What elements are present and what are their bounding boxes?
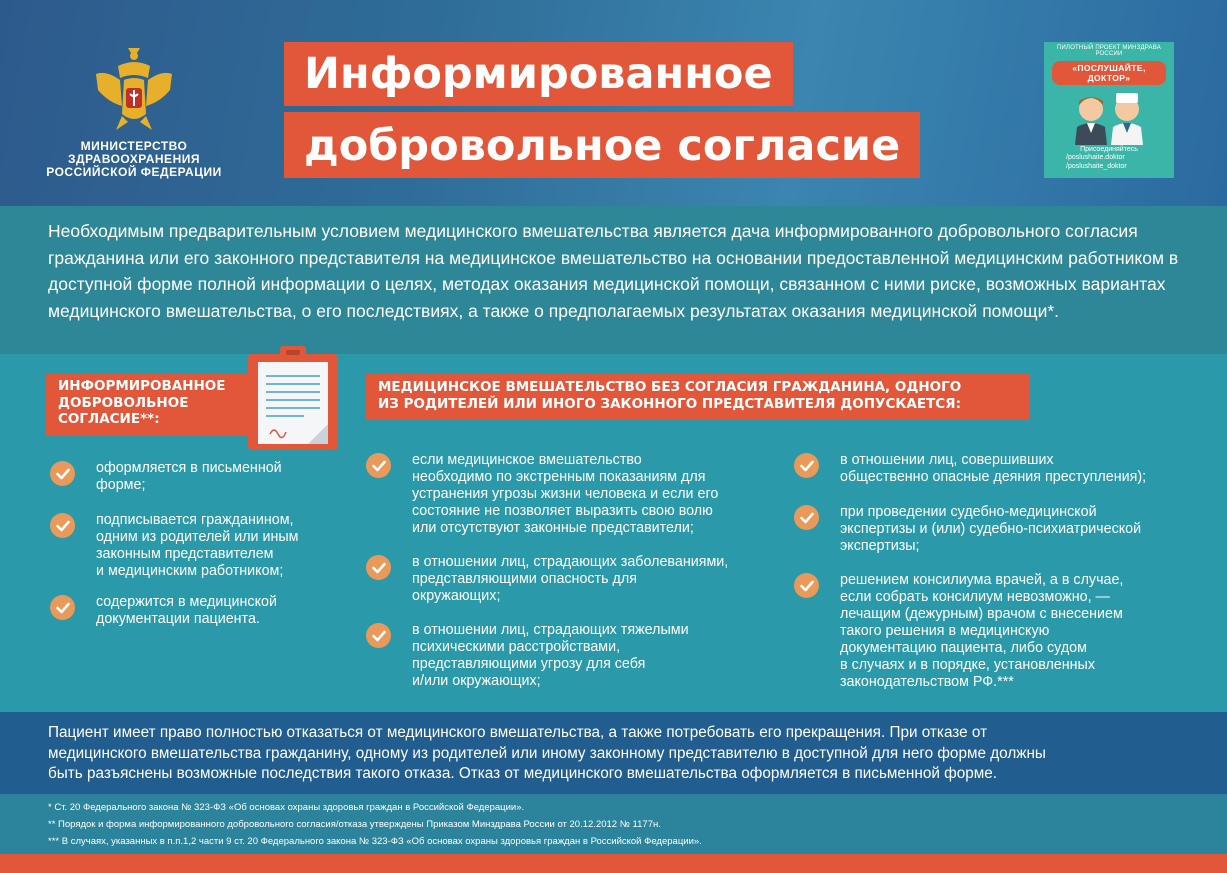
ministry-emblem-icon <box>88 44 180 136</box>
list-item-line: состояние не позволяет выразить свою волю <box>412 503 713 519</box>
right-heading-line: ИЗ РОДИТЕЛЕЙ ИЛИ ИНОГО ЗАКОННОГО ПРЕДСТАВИТЕЛЯ ДОПУСКАЕТСЯ: <box>378 395 961 412</box>
list-item-line: если медицинское вмешательство <box>412 452 642 468</box>
list-item-line: если собрать консилиум невозможно, — <box>840 589 1110 605</box>
checkmark-icon <box>366 453 391 478</box>
clipboard-document-icon <box>244 346 342 454</box>
footnote: *** В случаях, указанных в п.п.1,2 части 9 ст. 20 Федерального закона № 323-ФЗ «Об основах охраны здоровья граждан в Российской Федерации». <box>48 836 702 847</box>
list-item <box>96 594 277 628</box>
footnote: ** Порядок и форма информированного добровольного согласия/отказа утверждены Приказом Минздрава России от 20.12.2012 № 1177н. <box>48 819 661 830</box>
list-item-line: документацию пациента, либо судом <box>840 640 1087 656</box>
list-item-line: экспертизы и (или) судебно-психиатрической <box>840 521 1142 537</box>
promo-top-text: ПИЛОТНЫЙ ПРОЕКТ МИНЗДРАВА РОССИИ <box>1057 45 1161 57</box>
list-item-line: документации пациента. <box>96 611 260 627</box>
left-heading-line: ИНФОРМИРОВАННОЕ <box>58 378 226 394</box>
list-item <box>840 572 1123 691</box>
refusal-text <box>48 723 1198 785</box>
list-item-line: законодательством РФ.*** <box>840 674 1014 690</box>
list-item-line: такого решения в медицинскую <box>840 623 1050 639</box>
doctors-illustration-icon <box>1059 87 1159 145</box>
checkmark-icon <box>794 453 819 478</box>
list-item-line: окружающих; <box>412 588 501 604</box>
list-item-line: оформляется в письменной <box>96 460 282 476</box>
list-item-line: в отношении лиц, страдающих заболеваниями, <box>412 554 729 570</box>
list-item-line: и медицинским работником; <box>96 563 284 579</box>
list-item-line: лечащим (дежурным) врачом с внесением <box>840 606 1123 622</box>
left-heading-line: СОГЛАСИЕ**: <box>58 411 160 427</box>
list-item-line: или отсутствуют законные представители; <box>412 520 694 536</box>
list-item-line: законным представителем <box>96 546 274 562</box>
footnotes <box>0 794 1227 854</box>
footnote: * Ст. 20 Федерального закона № 323-ФЗ «Об основах охраны здоровья граждан в Российской Федерации». <box>48 802 525 813</box>
list-item-line: в отношении лиц, страдающих тяжелыми <box>412 622 689 638</box>
list-item-line: содержится в медицинской <box>96 594 277 610</box>
list-item <box>840 504 1141 555</box>
ministry-line: РОССИЙСКОЙ ФЕДЕРАЦИИ <box>46 165 222 179</box>
checkmark-icon <box>794 505 819 530</box>
promo-banner: «ПОСЛУШАЙТЕ, ДОКТОР» <box>1052 61 1166 85</box>
checkmark-icon <box>794 573 819 598</box>
list-item-line: решением консилиума врачей, а в случае, <box>840 572 1124 588</box>
ministry-line: МИНИСТЕРСТВО <box>80 139 188 153</box>
list-item-line: форме; <box>96 477 146 493</box>
list-item <box>840 452 1146 486</box>
left-heading-line: ДОБРОВОЛЬНОЕ <box>58 394 189 411</box>
promo-social-vk[interactable]: /poslushaite_doktor <box>1066 163 1127 170</box>
list-item-line: в отношении лиц, совершивших <box>840 452 1054 468</box>
list-item-line: подписывается гражданином, <box>96 512 294 528</box>
list-item <box>412 452 718 537</box>
refusal-band <box>0 712 1227 794</box>
page-title-line2: добровольное согласие <box>284 112 920 178</box>
checkmark-icon <box>366 623 391 648</box>
list-item <box>96 460 282 494</box>
promo-join-text: Присоединяйтесь <box>1080 146 1138 153</box>
list-item-line: устранения угрозы жизни человека и если его <box>412 486 719 502</box>
list-item-line: необходимо по экстренным показаниям для <box>412 469 706 485</box>
list-item-line: представляющими угрозу для себя <box>412 656 646 672</box>
ministry-name <box>40 140 228 179</box>
intro-band <box>0 206 1227 354</box>
promo-social-facebook[interactable]: /poslushaite.doktor <box>1066 154 1125 161</box>
list-item-line: общественно опасные деяния преступления); <box>840 469 1147 485</box>
refusal-line: Пациент имеет право полностью отказаться от медицинского вмешательства, а также потребовать его прекращения. При отказе от <box>48 724 988 741</box>
right-heading-line: МЕДИЦИНСКОЕ ВМЕШАТЕЛЬСТВО БЕЗ СОГЛАСИЯ ГРАЖДАНИНА, ОДНОГО <box>378 379 962 395</box>
ministry-line: ЗДРАВООХРАНЕНИЯ <box>68 152 200 166</box>
promo-card[interactable] <box>1044 42 1174 178</box>
list-item-line: психическими расстройствами, <box>412 639 621 655</box>
list-item-line: и/или окружающих; <box>412 673 541 689</box>
list-item-line: экспертизы; <box>840 538 920 554</box>
list-item-line: в случаях и в порядке, установленных <box>840 657 1095 673</box>
bottom-bar <box>0 854 1227 873</box>
list-item-line: представляющими опасность для <box>412 571 637 587</box>
list-item <box>412 622 689 690</box>
intro-text: Необходимым предварительным условием медицинского вмешательства является дача информированного добровольного согласия гражданина или его законного представителя на медицинское вмешательство на основании предоставленной медицинским работником в доступной форме полной информации о целях, методах оказания медицинской помощи, связанном с ними риске, возможных вариантах медицинского вмешательства, о его последствиях, а также о предполагаемых результатах оказания медицинской помощи*. <box>48 221 1179 321</box>
list-item-line: при проведении судебно-медицинской <box>840 504 1097 520</box>
checkmark-icon <box>50 513 75 538</box>
list-item <box>96 512 298 580</box>
right-heading <box>366 374 1030 420</box>
checkmark-icon <box>50 595 75 620</box>
left-heading <box>46 374 258 436</box>
list-item <box>412 554 728 605</box>
page-title-line1: Информированное <box>284 42 793 106</box>
refusal-line: медицинского вмешательства гражданину, одному из родителей или иному законному представителю в доступной для него форме должны <box>48 744 1046 762</box>
list-item-line: одним из родителей или иным <box>96 529 299 545</box>
checkmark-icon <box>50 461 75 486</box>
refusal-line: быть разъяснены возможные последствия такого отказа. Отказ от медицинского вмешательства оформляется в письменной форме. <box>48 765 998 782</box>
checkmark-icon <box>366 555 391 580</box>
